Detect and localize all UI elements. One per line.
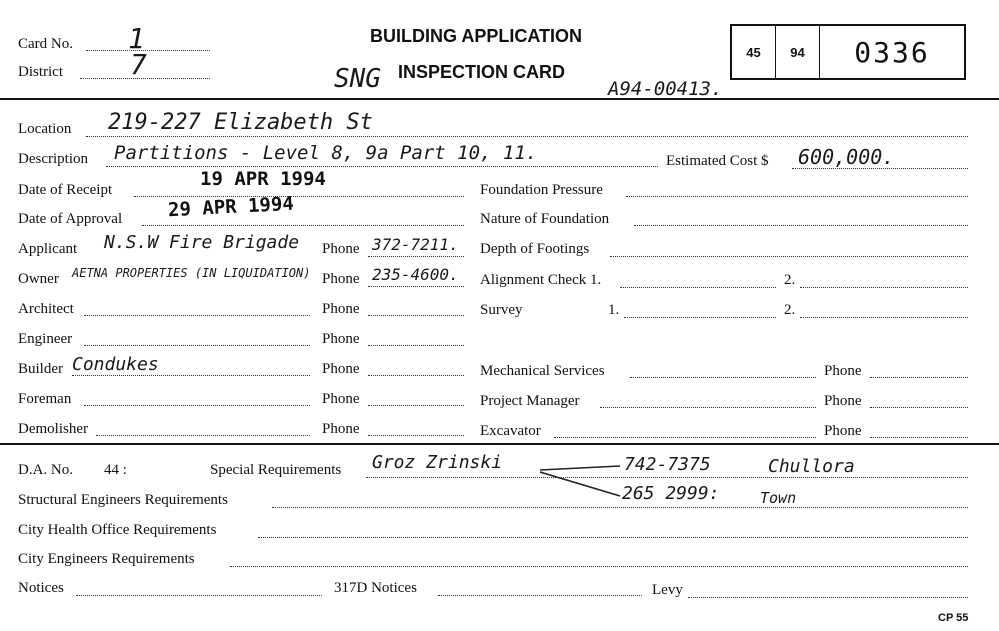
architect-phone-label: Phone: [322, 301, 360, 317]
applicant-phone-dotted-line: [368, 256, 464, 257]
excavator-phone-label: Phone: [824, 423, 862, 439]
builder-phone-dotted-line: [368, 375, 464, 376]
survey-2-label: 2.: [784, 302, 796, 318]
foreman-dotted-line: [84, 405, 310, 406]
depth-of-footings-dotted-line: [610, 256, 968, 257]
applicant-phone-label: Phone: [322, 241, 360, 257]
date-of-approval-dotted-line: [142, 225, 464, 226]
description-label: Description: [18, 151, 88, 167]
mechanical-services-label: Mechanical Services: [480, 363, 605, 379]
mechanical-phone-label: Phone: [824, 363, 862, 379]
location-dotted-line: [86, 136, 968, 137]
date-of-approval-label: Date of Approval: [18, 211, 123, 227]
date-of-receipt-label: Date of Receipt: [18, 182, 113, 198]
owner-phone-label: Phone: [322, 271, 360, 287]
builder-value: Condukes: [72, 354, 159, 375]
survey-label: Survey: [480, 302, 523, 318]
special-place-2: Town: [760, 489, 797, 507]
foundation-pressure-dotted-line: [626, 196, 968, 197]
city-engineers-label: City Engineers Requirements: [18, 551, 195, 567]
structural-engineers-dotted-line: [272, 507, 968, 508]
owner-phone-dotted-line: [368, 286, 464, 287]
special-place-1: Chullora: [768, 456, 855, 477]
project-manager-label: Project Manager: [480, 393, 580, 409]
title-line-2: INSPECTION CARD: [398, 62, 566, 82]
demolisher-label: Demolisher: [18, 421, 88, 437]
depth-of-footings-label: Depth of Footings: [480, 241, 590, 257]
owner-value: AETNA PROPERTIES (IN LIQUIDATION): [72, 266, 311, 280]
estimated-cost-value: 600,000.: [798, 145, 895, 169]
engineer-label: Engineer: [18, 331, 73, 347]
box-number: 0336: [854, 35, 930, 69]
project-manager-dotted-line: [600, 407, 816, 408]
special-requirements-label: Special Requirements: [210, 462, 342, 478]
card-no-label: Card No.: [18, 36, 73, 52]
title-line-1: BUILDING APPLICATION: [370, 26, 582, 46]
date-of-approval-stamp: 29 APR 1994: [167, 192, 295, 222]
excavator-dotted-line: [554, 437, 816, 438]
notices-label: Notices: [18, 580, 64, 596]
architect-label: Architect: [18, 301, 74, 317]
notices-dotted-line: [76, 595, 322, 596]
demolisher-dotted-line: [96, 435, 310, 436]
header-divider: [0, 98, 999, 100]
description-dotted-line: [106, 166, 658, 167]
nature-of-foundation-dotted-line: [634, 225, 968, 226]
mechanical-services-dotted-line: [630, 377, 816, 378]
da-no-value: 44 :: [104, 462, 127, 478]
footer-divider: [0, 443, 999, 445]
location-value: 219-227 Elizabeth St: [108, 110, 373, 135]
alignment-check-label: Alignment Check 1.: [480, 272, 602, 288]
project-manager-phone-dotted-line: [870, 407, 968, 408]
builder-phone-label: Phone: [322, 361, 360, 377]
city-engineers-dotted-line: [230, 566, 968, 567]
special-requirements-dotted-line: [366, 477, 968, 478]
survey-1-label: 1.: [608, 302, 620, 318]
special-requirements-contact: Groz Zrinski: [372, 452, 503, 473]
architect-phone-dotted-line: [368, 315, 464, 316]
applicant-label: Applicant: [18, 241, 78, 257]
builder-label: Builder: [18, 361, 63, 377]
demolisher-phone-label: Phone: [322, 421, 360, 437]
foreman-phone-dotted-line: [368, 405, 464, 406]
box-a: 45: [732, 26, 776, 78]
city-health-label: City Health Office Requirements: [18, 522, 217, 538]
foundation-pressure-label: Foundation Pressure: [480, 182, 603, 198]
demolisher-phone-dotted-line: [368, 435, 464, 436]
card-number-box: [730, 24, 966, 80]
applicant-phone-value: 372-7211.: [372, 235, 459, 254]
application-reference: A94-00413.: [608, 78, 723, 100]
da-no-label: D.A. No.: [18, 462, 73, 478]
connector-line-lower: [540, 472, 620, 496]
city-health-dotted-line: [258, 537, 968, 538]
excavator-label: Excavator: [480, 423, 541, 439]
owner-phone-value: 235-4600.: [372, 265, 459, 284]
special-phone-1: 742-7375: [624, 454, 711, 475]
applicant-value: N.S.W Fire Brigade: [104, 232, 300, 253]
alignment-check-2-label: 2.: [784, 272, 796, 288]
description-value: Partitions - Level 8, 9a Part 10, 11.: [114, 142, 538, 164]
engineer-phone-dotted-line: [368, 345, 464, 346]
owner-label: Owner: [18, 271, 59, 287]
initials: SNG: [334, 64, 381, 94]
engineer-phone-label: Phone: [322, 331, 360, 347]
special-phone-2: 265 2999:: [622, 483, 720, 504]
structural-engineers-label: Structural Engineers Requirements: [18, 492, 228, 508]
builder-dotted-line: [72, 375, 310, 376]
engineer-dotted-line: [84, 345, 310, 346]
date-of-receipt-stamp: 19 APR 1994: [200, 168, 326, 190]
estimated-cost-label: Estimated Cost $: [666, 153, 769, 169]
location-label: Location: [18, 121, 72, 137]
alignment-check-1-dotted-line: [620, 287, 776, 288]
survey-1-dotted-line: [624, 317, 776, 318]
district-label: District: [18, 64, 63, 80]
form-code: CP 55: [938, 612, 969, 624]
excavator-phone-dotted-line: [870, 437, 968, 438]
foreman-label: Foreman: [18, 391, 72, 407]
alignment-check-2-dotted-line: [800, 287, 968, 288]
survey-2-dotted-line: [800, 317, 968, 318]
district-value: 7: [130, 48, 147, 81]
notices-317d-label: 317D Notices: [334, 580, 417, 596]
mechanical-phone-dotted-line: [870, 377, 968, 378]
date-of-receipt-dotted-line: [134, 196, 464, 197]
architect-dotted-line: [84, 315, 310, 316]
notices-317d-dotted-line: [438, 595, 642, 596]
card-no-value: 1: [128, 22, 145, 55]
project-manager-phone-label: Phone: [824, 393, 862, 409]
card-no-dotted-line: [86, 50, 210, 51]
levy-dotted-line: [688, 597, 968, 598]
nature-of-foundation-label: Nature of Foundation: [480, 211, 610, 227]
connector-line-upper: [540, 466, 620, 470]
levy-label: Levy: [652, 582, 683, 598]
box-b: 94: [776, 26, 820, 78]
foreman-phone-label: Phone: [322, 391, 360, 407]
